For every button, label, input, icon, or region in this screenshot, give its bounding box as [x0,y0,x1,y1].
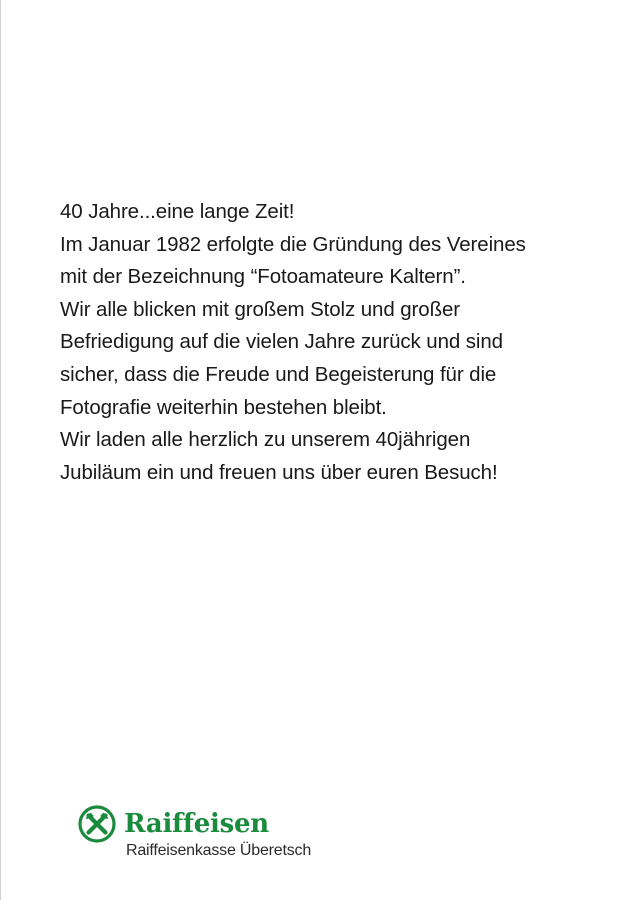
brand-name: Raiffeisen [124,809,269,839]
text-line: sicher, dass die Freude und Begeisterung für die [60,362,497,386]
text-line: 40 Jahre...eine lange Zeit! [60,200,295,223]
raiffeisen-logo [78,805,378,865]
raiffeisen-crossed-horses-icon [78,805,116,843]
page-left-edge [0,0,1,900]
text-line: Jubiläum ein und freuen uns über euren Besuch! [60,460,498,484]
text-line: Im Januar 1982 erfolgte die Gründung des Vereines [60,232,526,256]
text-line: Wir laden alle herzlich zu unserem 40jährigen [60,428,471,452]
brand-subtitle: Raiffeisenkasse Überetsch [126,842,312,859]
text-line: mit der Bezeichnung “Fotoamateure Kaltern”. [60,265,466,289]
text-line: Befriedigung auf die vielen Jahre zurück und sind [60,330,503,354]
announcement-text [60,196,630,489]
text-line: Fotografie weiterhin bestehen bleibt. [60,395,387,419]
text-line: Wir alle blicken mit großem Stolz und großer [60,297,461,321]
